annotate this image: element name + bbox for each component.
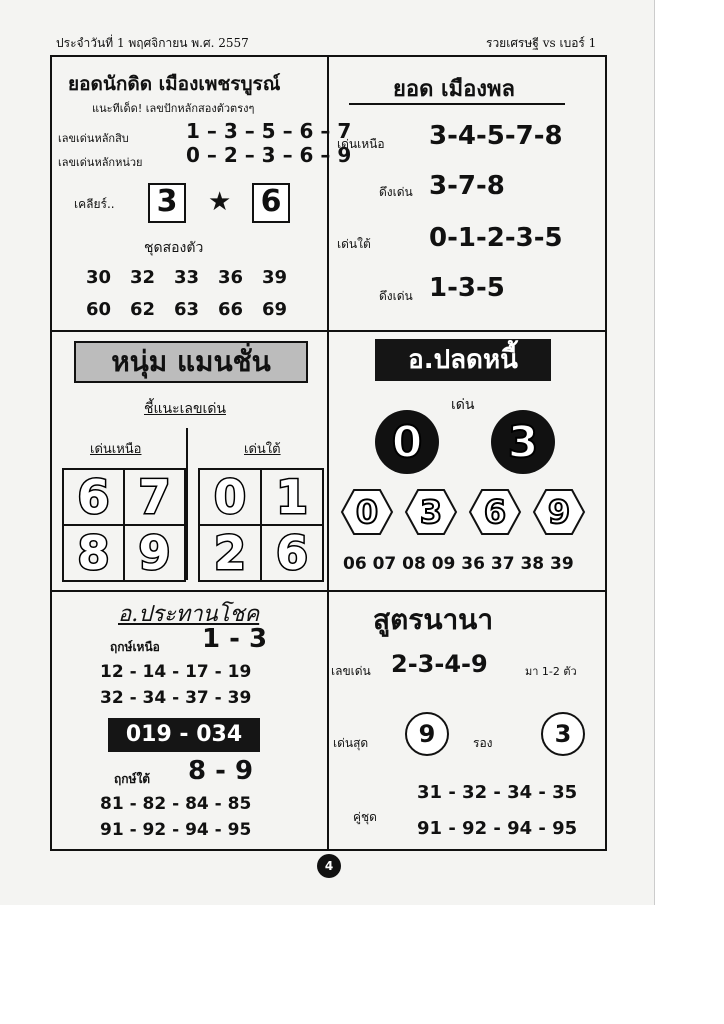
digit-cell: 1	[261, 469, 323, 525]
section-debt-free	[329, 332, 605, 590]
pair-number: 30	[86, 267, 112, 288]
pair-number: 36	[218, 267, 244, 288]
clear-digit-b: 6	[252, 183, 290, 223]
banner-number: 019 - 034	[108, 718, 260, 752]
south-value: 0-1-2-3-5	[429, 223, 563, 253]
lead-value: 2-3-4-9	[391, 650, 488, 678]
section-title: สูตรนานา	[373, 603, 494, 636]
south-label: ฤกษ์ใต้	[114, 772, 151, 786]
digit-cell: 9	[124, 525, 185, 581]
digit-cell: 0	[199, 469, 261, 525]
pair-number: 63	[174, 299, 200, 320]
best-label: เด่นสุด	[333, 736, 369, 750]
lead-label: เด่น	[451, 397, 475, 413]
pair-label: คู่ชุด	[353, 810, 377, 824]
section-prathan-chok	[52, 592, 327, 849]
hex-digit: 9	[533, 488, 585, 536]
big-digit-circle: 0	[375, 410, 439, 474]
section-subtitle: แนะทีเด็ด! เลขปักหลักสองตัวตรงๆ	[92, 102, 255, 115]
pair-number: 62	[130, 299, 156, 320]
digit-cell: 2	[199, 525, 261, 581]
section-phetchabun	[52, 57, 352, 330]
pull1-label: ดึงเด่น	[379, 185, 413, 199]
north-row-1: 12 - 14 - 17 - 19	[100, 662, 252, 682]
units-label: เลขเด่นหลักหน่วย	[58, 156, 143, 169]
pair-number: 33	[174, 267, 200, 288]
pair-row-2: 91 - 92 - 94 - 95	[417, 818, 578, 839]
pair-number: 39	[262, 267, 288, 288]
star-icon: ★	[208, 187, 232, 217]
section-various-formulas	[329, 592, 605, 849]
section-subtitle: ชี้แนะเลขเด่น	[144, 401, 226, 417]
big-digit-circle: 3	[491, 410, 555, 474]
pull2-value: 1-3-5	[429, 273, 505, 303]
units-value: 0 – 2 – 3 – 6 – 9	[186, 143, 352, 167]
tens-value: 1 – 3 – 5 – 6 – 7	[186, 119, 352, 143]
pairs-row-2	[86, 299, 306, 320]
page-number: 4	[317, 854, 341, 878]
digit-cell: 8	[63, 525, 124, 581]
pair-number: 32	[130, 267, 156, 288]
pair-number: 60	[86, 299, 112, 320]
pairs-label: ชุดสองตัว	[144, 240, 204, 256]
number-list: 06 07 08 09 36 37 38 39	[343, 554, 574, 574]
section-title: ยอดนักดิด เมืองเพชรบูรณ์	[68, 73, 281, 95]
tens-label: เลขเด่นหลักสิบ	[58, 132, 129, 145]
hex-digit: 3	[405, 488, 457, 536]
title-underline	[349, 103, 565, 105]
north-label: เด่นเหนือ	[337, 137, 385, 151]
section-muangphon	[329, 57, 605, 330]
digit-cell: 6	[261, 525, 323, 581]
south-digit-grid	[198, 468, 324, 582]
north-row-2: 32 - 34 - 37 - 39	[100, 688, 252, 708]
hex-digit: 0	[341, 488, 393, 536]
clear-digit-a: 3	[148, 183, 186, 223]
section-title: อ.ปลดหนี้	[375, 339, 551, 381]
north-value: 3-4-5-7-8	[429, 121, 563, 151]
digit-cell: 6	[63, 469, 124, 525]
pull2-label: ดึงเด่น	[379, 289, 413, 303]
second-digit: 3	[541, 712, 585, 756]
second-label: รอง	[473, 736, 493, 750]
best-digit: 9	[405, 712, 449, 756]
south-label: เด่นใต้	[244, 442, 281, 457]
digit-cell: 7	[124, 469, 185, 525]
clear-label: เคลียร์..	[74, 197, 115, 211]
section-mansion	[52, 332, 327, 590]
main-frame	[50, 55, 607, 851]
pairs-row-1	[86, 267, 306, 288]
column-divider	[186, 428, 188, 580]
section-title: อ.ประทานโชค	[118, 602, 260, 627]
header-publication: รวยเศรษฐี vs เบอร์ 1	[486, 36, 597, 50]
pull1-value: 3-7-8	[429, 171, 505, 201]
pair-number: 69	[262, 299, 288, 320]
hex-digit: 6	[469, 488, 521, 536]
south-row-1: 81 - 82 - 84 - 85	[100, 794, 252, 814]
lead-label: เลขเด่น	[331, 664, 371, 678]
south-row-2: 91 - 92 - 94 - 95	[100, 820, 252, 840]
section-title: หนุ่ม แมนชั่น	[74, 341, 308, 383]
north-label: เด่นเหนือ	[90, 442, 142, 457]
header-date: ประจำวันที่ 1 พฤศจิกายน พ.ศ. 2557	[56, 36, 249, 50]
section-title: ยอด เมืองพล	[393, 77, 516, 102]
south-label: เด่นใต้	[337, 237, 371, 251]
north-label: ฤกษ์เหนือ	[110, 640, 160, 654]
pair-row-1: 31 - 32 - 34 - 35	[417, 782, 578, 803]
north-digit-grid	[62, 468, 186, 582]
pair-number: 66	[218, 299, 244, 320]
lead-suffix: มา 1-2 ตัว	[525, 665, 577, 678]
north-value: 1 - 3	[202, 624, 268, 654]
south-value: 8 - 9	[188, 756, 254, 786]
